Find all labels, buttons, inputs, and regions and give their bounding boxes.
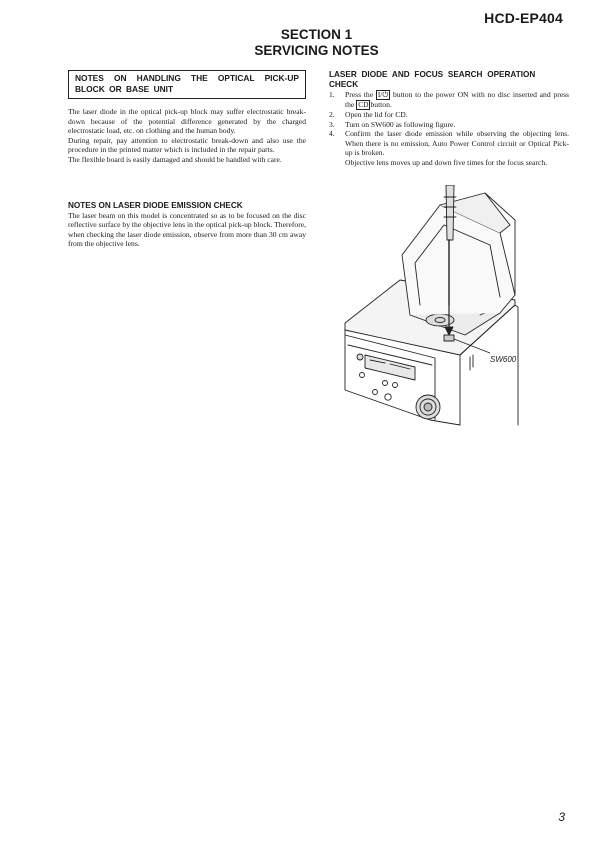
procedure-step: 2. Open the lid for CD. <box>329 110 408 119</box>
procedure-step: 4. Confirm the laser diode emission while observing the objecting lens. When there is no emission, Auto Power Control circuit or Optical Pick-up is broken. Objective lens moves up and down five times for the focus search. <box>329 129 569 167</box>
emission-check-title: NOTES ON LASER DIODE EMISSION CHECK <box>68 200 243 210</box>
handling-paragraph-2: During repair, pay attention to electrostatic break-down and also use the procedure in the printed matter which is included in the repair parts. <box>68 135 306 155</box>
procedure-step: 1. Press the I/⏻ button to the power ON with no disc inserted and press the CD button. <box>329 90 569 109</box>
handling-notes-title: NOTES ON HANDLING THE OPTICAL PICK-UP BLOCK OR BASE UNIT <box>68 70 306 99</box>
procedure-step: 3. Turn on SW600 as following figure. <box>329 119 456 129</box>
focus-search-title: LASER DIODE AND FOCUS SEARCH OPERATION CHECK <box>329 70 536 89</box>
sw600-figure <box>340 185 560 435</box>
section-heading <box>0 27 595 59</box>
power-key-icon: I/⏻ <box>377 90 389 99</box>
right-column <box>329 70 569 168</box>
procedure-list <box>329 90 569 168</box>
sw600-label: SW600 <box>490 355 517 364</box>
cd-key-icon: CD <box>358 100 369 109</box>
page-number: 3 <box>558 810 565 824</box>
left-column <box>68 70 306 249</box>
handling-paragraph-1: The laser diode in the optical pick-up block may suffer electrostatic break-down because of the potential difference generated by the charged electrostatic load, etc. on clothing and the human body. <box>68 107 306 136</box>
section-number: SECTION 1 <box>280 27 353 42</box>
emission-check-paragraph: The laser beam on this model is concentrated so as to be focused on the disc reflective surface by the objective lens in the optical pick-up block. Therefore, when checking the laser diode emission, observe from more than 30 cm away from the objective lens. <box>68 210 306 249</box>
model-number: HCD-EP404 <box>484 10 563 26</box>
section-title: SERVICING NOTES <box>254 43 379 58</box>
handling-paragraph-3: The flexible board is easily damaged and should be handled with care. <box>68 154 282 164</box>
